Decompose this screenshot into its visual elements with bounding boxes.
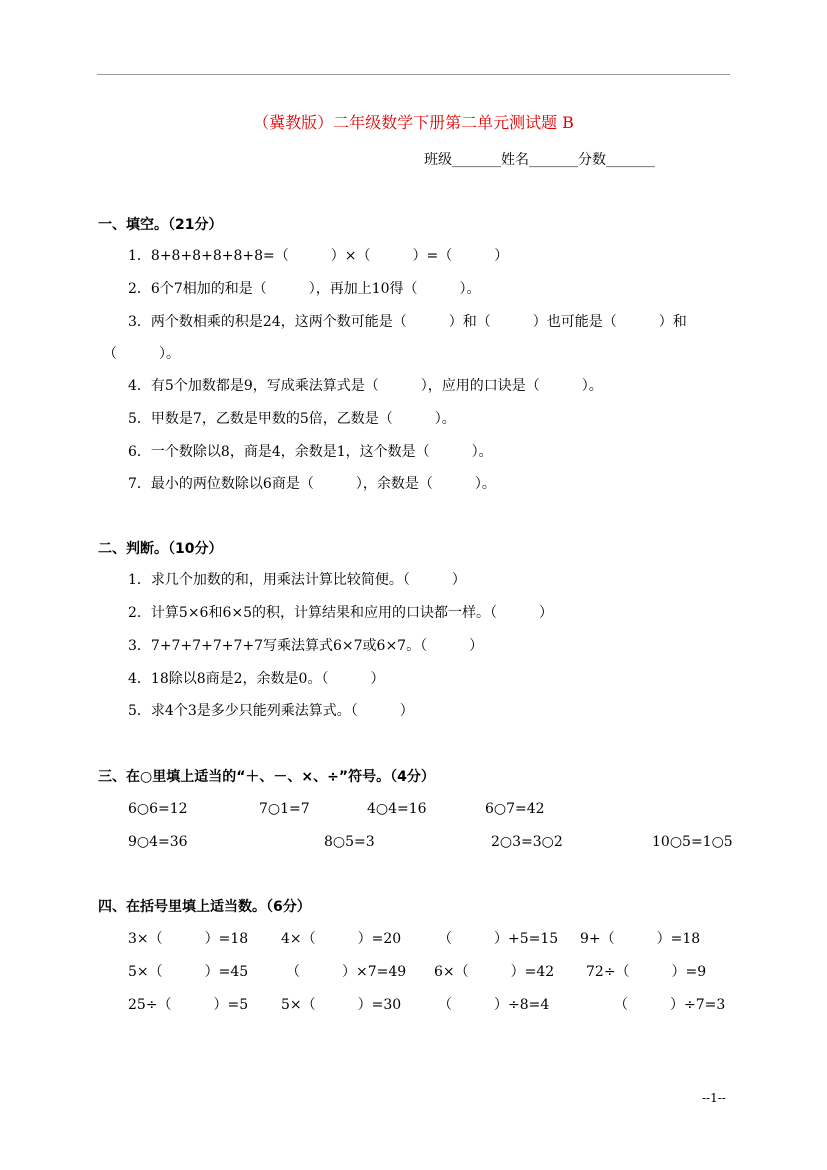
page-number: --1-- [702, 1091, 726, 1105]
section-2-item-5: 5．求4个3是多少只能列乘法算式。（ ） [128, 703, 414, 719]
fill-number-problem: （ ）÷7=3 [614, 997, 726, 1013]
fill-number-problem: 9+（ ）=18 [580, 931, 701, 947]
section-1-item-3-continued: （ ）。 [103, 346, 180, 362]
section-1-heading: 一、填空。（21分） [98, 217, 223, 233]
symbol-problem: 2○3=3○2 [491, 834, 563, 850]
fill-number-problem: （ ）÷8=4 [438, 997, 550, 1013]
symbol-problem: 8○5=3 [324, 834, 375, 850]
symbol-problem: 7○1=7 [259, 801, 310, 817]
header-rule [97, 74, 730, 75]
section-2-item-3: 3．7+7+7+7+7+7写乘法算式6×7或6×7。（ ） [128, 638, 484, 654]
fill-number-problem: 72÷（ ）=9 [586, 964, 707, 980]
section-1-item-4: 4．有5个加数都是9，写成乘法算式是（ ），应用的口诀是（ ）。 [128, 378, 603, 394]
section-1-item-6: 6．一个数除以8，商是4，余数是1，这个数是（ ）。 [128, 444, 493, 460]
fill-number-problem: （ ）+5=15 [438, 931, 559, 947]
fill-number-problem: 4×（ ）=20 [281, 931, 402, 947]
section-1-item-3: 3．两个数相乘的积是24，这两个数可能是（ ）和（ ）也可能是（ ）和 [128, 314, 687, 330]
section-2-item-4: 4．18除以8商是2，余数是0。（ ） [128, 671, 385, 687]
symbol-problem: 4○4=16 [367, 801, 427, 817]
fill-number-problem: 3×（ ）=18 [128, 931, 249, 947]
section-2-item-1: 1．求几个加数的和，用乘法计算比较简便。（ ） [128, 572, 466, 588]
section-1-item-7: 7．最小的两位数除以6商是（ ），余数是（ ）。 [128, 476, 496, 492]
symbol-problem: 9○4=36 [128, 834, 188, 850]
section-2-item-2: 2．计算5×6和6×5的积，计算结果和应用的口诀都一样。（ ） [128, 605, 553, 621]
section-4-heading: 四、在括号里填上适当数。（6分） [98, 899, 311, 915]
symbol-problem: 10○5=1○5 [652, 834, 733, 850]
section-1-item-1: 1．8+8+8+8+8+8=（ ）×（ ）=（ ） [128, 248, 509, 264]
fill-number-problem: 5×（ ）=45 [128, 964, 249, 980]
page-title: （冀教版）二年级数学下册第二单元测试题 B [253, 113, 574, 132]
fill-number-problem: 5×（ ）=30 [281, 997, 402, 1013]
symbol-problem: 6○6=12 [128, 801, 188, 817]
section-3-heading: 三、在○里填上适当的“＋、－、×、÷”符号。（4分） [98, 769, 435, 785]
section-1-item-2: 2．6个7相加的和是（ ），再加上10得（ ）。 [128, 281, 481, 297]
section-2-heading: 二、判断。（10分） [98, 541, 223, 557]
fill-number-problem: 25÷（ ）=5 [128, 997, 249, 1013]
section-1-item-5: 5．甲数是7，乙数是甲数的5倍，乙数是（ ）。 [128, 411, 456, 427]
symbol-problem: 6○7=42 [485, 801, 545, 817]
fill-number-problem: （ ）×7=49 [286, 964, 407, 980]
fill-number-problem: 6×（ ）=42 [434, 964, 555, 980]
student-info-line: 班级_______姓名_______分数_______ [424, 152, 655, 168]
